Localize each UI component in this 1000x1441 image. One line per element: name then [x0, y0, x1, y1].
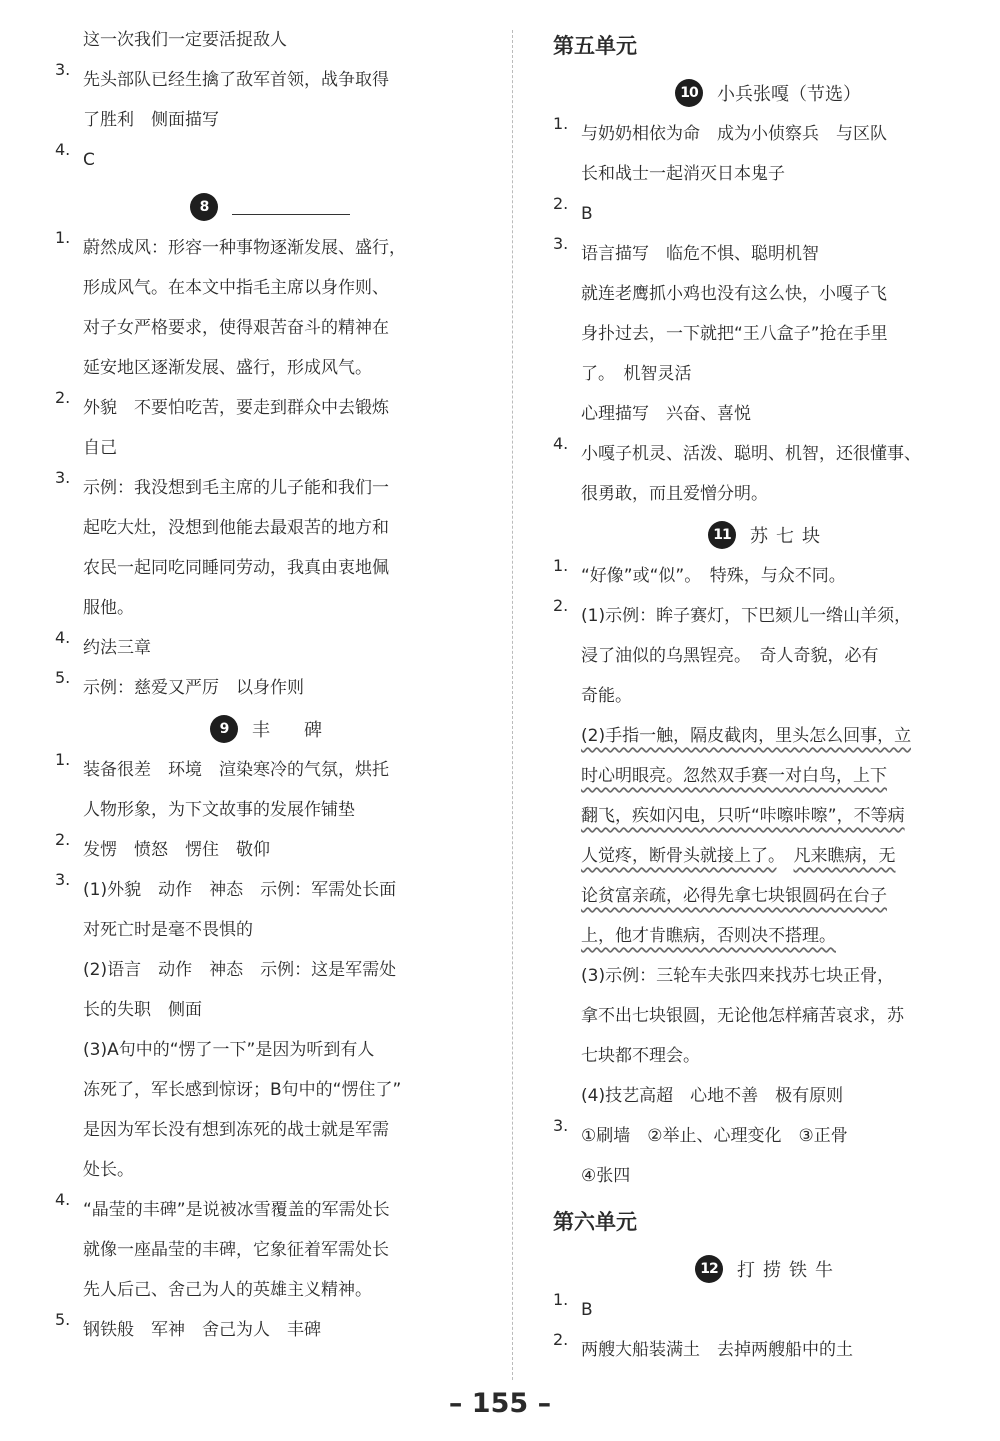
answer-item [55, 628, 485, 668]
answer-line: B [581, 204, 593, 224]
item-number: 1. [55, 228, 71, 247]
lesson-8-answers [55, 228, 485, 708]
answer-line: 蔚然成风：形容一种事物逐渐发展、盛行， [83, 238, 406, 258]
item-number: 2. [55, 388, 71, 407]
answer-line [581, 836, 911, 876]
item-number: 3. [55, 60, 71, 79]
item-number: 1. [553, 114, 569, 133]
answer-line: 冻死了，军长感到惊讶；B句中的“愣住了” [83, 1080, 402, 1100]
item-number: 3. [55, 468, 71, 487]
answer-item [553, 556, 983, 596]
answer-line: 身扑过去，一下就把“王八盒子”抢在手里 [581, 324, 888, 344]
answer-item [553, 596, 983, 1116]
answer-line [581, 876, 911, 916]
answer-line: 发愣 愤怒 愣住 敬仰 [83, 840, 270, 860]
answer-line [581, 716, 911, 756]
lesson-number-badge: 10 [675, 79, 703, 107]
answer-line: 长的失职 侧面 [83, 1000, 202, 1020]
left-column [55, 20, 485, 1350]
answer-line: 是因为军长没有想到冻死的战士就是军需 [83, 1120, 389, 1140]
item-number: 5. [55, 1310, 71, 1329]
answer-item [55, 1190, 485, 1310]
item-number: 1. [55, 750, 71, 769]
lesson-9-heading [55, 708, 485, 750]
lesson-number-badge: 12 [695, 1255, 723, 1283]
lesson-title: 小兵张嘎（节选） [717, 84, 861, 105]
answer-item [55, 468, 485, 628]
answer-item [55, 228, 485, 388]
answer-line: 外貌 不要怕吃苦，要走到群众中去锻炼 [83, 398, 389, 418]
lesson-9-answers [55, 750, 485, 1350]
answer-line: (2)语言 动作 神态 示例：这是军需处 [83, 960, 397, 980]
answer-line: 两艘大船装满土 去掉两艘船中的土 [581, 1340, 853, 1360]
lesson-12-heading [553, 1248, 983, 1290]
answer-line: 七块都不理会。 [581, 1046, 700, 1066]
answer-line: 就像一座晶莹的丰碑，它象征着军需处长 [83, 1240, 389, 1260]
answer-line: (3)示例：三轮车夫张四来找苏七块正骨， [581, 966, 895, 986]
answer-line: 装备很差 环境 渲染寒冷的气氛，烘托 [83, 760, 389, 780]
item-number: 4. [55, 628, 71, 647]
answer-line: 约法三章 [83, 638, 151, 658]
answer-item [553, 434, 983, 514]
item-number: 4. [55, 1190, 71, 1209]
answer-line: 心理描写 兴奋、喜悦 [581, 404, 751, 424]
item-number: 2. [553, 194, 569, 213]
answer-line: 形成风气。在本文中指毛主席以身作则、 [83, 278, 389, 298]
wavy-underlined-text: 翻飞，疾如闪电，只听“咔嚓咔嚓”，不等病 [581, 806, 905, 826]
answer-item [553, 114, 983, 194]
answer-line: (3)A句中的“愣了一下”是因为听到有人 [83, 1040, 375, 1060]
answer-item [55, 830, 485, 870]
answer-item [553, 194, 983, 234]
wavy-underlined-text: 上，他才肯瞧病，否则决不搭理。 [581, 926, 836, 946]
answer-line: 对死亡时是毫不畏惧的 [83, 920, 253, 940]
column-divider [512, 30, 513, 1380]
wavy-underlined-text: (2)手指一触，隔皮截肉，里头怎么回事，立 [581, 726, 912, 746]
answer-line: 就连老鹰抓小鸡也没有这么快，小嘎子飞 [581, 284, 887, 304]
unit-5-heading: 第五单元 [553, 34, 637, 58]
answer-item [553, 234, 983, 434]
item-number: 4. [553, 434, 569, 453]
gap-text [777, 846, 794, 866]
answer-line: (1)示例：眸子赛灯，下巴颏儿一绺山羊须， [581, 606, 912, 626]
wavy-underlined-text: 时心明眼亮。忽然双手赛一对白鸟，上下 [581, 766, 887, 786]
item-number: 1. [553, 1290, 569, 1309]
answer-line: “晶莹的丰碑”是说被冰雪覆盖的军需处长 [83, 1200, 390, 1220]
answer-item [55, 388, 485, 468]
lesson-title: 打捞铁牛 [737, 1260, 841, 1281]
answer-line: “好像”或“似”。 特殊，与众不同。 [581, 566, 846, 586]
answer-line: (1)外貌 动作 神态 示例：军需处长面 [83, 880, 397, 900]
answer-line: 浸了油似的乌黑锃亮。 奇人奇貌，必有 [581, 646, 879, 666]
answer-line: 自己 [83, 438, 117, 458]
answer-line: ①刷墙 ②举止、心理变化 ③正骨 [581, 1126, 848, 1146]
answer-item [553, 1290, 983, 1330]
wavy-underlined-text: 论贫富亲疏，必得先拿七块银圆码在台子 [581, 886, 887, 906]
lesson-number-badge: 11 [708, 521, 736, 549]
answer-line: 小嘎子机灵、活泼、聪明、机智，还很懂事、 [581, 444, 921, 464]
lesson-title: 苏七块 [750, 526, 828, 547]
answer-line: 示例：我没想到毛主席的儿子能和我们一 [83, 478, 389, 498]
item-number: 2. [553, 1330, 569, 1349]
answer-line: B [581, 1300, 593, 1320]
item-number: 4. [55, 140, 71, 159]
answer-line: 很勇敢，而且爱憎分明。 [581, 484, 768, 504]
answer-line: 与奶奶相依为命 成为小侦察兵 与区队 [581, 124, 887, 144]
answer-line [581, 916, 911, 956]
item-number: 3. [553, 234, 569, 253]
answer-line: 起吃大灶，没想到他能去最艰苦的地方和 [83, 518, 389, 538]
item-number: 3. [553, 1116, 569, 1135]
answer-line: 农民一起同吃同睡同劳动，我真由衷地佩 [83, 558, 389, 578]
page-number: – 155 – [448, 1388, 552, 1419]
answer-line: 长和战士一起消灭日本鬼子 [581, 164, 785, 184]
lesson-11-heading [553, 514, 983, 556]
item-number: 2. [55, 830, 71, 849]
answer-item [55, 60, 485, 140]
answer-line [581, 796, 911, 836]
lesson-8-heading [55, 186, 485, 228]
wavy-underlined-text: 人觉疼，断骨头就接上了。 [581, 846, 777, 866]
lesson-number-badge: 9 [210, 715, 238, 743]
answer-line: 奇能。 [581, 686, 632, 706]
answer-line: 了。 机智灵活 [581, 364, 692, 384]
answer-line [581, 756, 911, 796]
answer-line: 延安地区逐渐发展、盛行，形成风气。 [83, 358, 372, 378]
right-column [553, 20, 983, 1370]
answer-line: 人物形象，为下文故事的发展作铺垫 [83, 800, 355, 820]
answer-line: 对子女严格要求，使得艰苦奋斗的精神在 [83, 318, 389, 338]
answer-line: 了胜利 侧面描写 [83, 110, 219, 130]
lesson-title: 丰 碑 [252, 720, 330, 741]
answer-line: 处长。 [83, 1160, 134, 1180]
answer-line: 示例：慈爱又严厉 以身作则 [83, 678, 304, 698]
answer-item [55, 750, 485, 830]
title-blank-line [232, 200, 350, 215]
answer-item [55, 140, 485, 180]
answer-line: (4)技艺高超 心地不善 极有原则 [581, 1086, 844, 1106]
wavy-underlined-text: 凡来瞧病，无 [793, 846, 896, 866]
answer-line: C [83, 150, 95, 170]
answer-line: 语言描写 临危不惧、聪明机智 [581, 244, 819, 264]
answer-item [553, 1116, 983, 1196]
item-number: 2. [553, 596, 569, 615]
answer-line: 拿不出七块银圆，无论他怎样痛苦哀求，苏 [581, 1006, 904, 1026]
item-number: 1. [553, 556, 569, 575]
answer-line: 服他。 [83, 598, 134, 618]
answer-line: 先头部队已经生擒了敌军首领，战争取得 [83, 70, 389, 90]
answer-line: 钢铁般 军神 舍己为人 丰碑 [83, 1320, 321, 1340]
answer-line: 先人后己、舍己为人的英雄主义精神。 [83, 1280, 372, 1300]
continued-line: 这一次我们一定要活捉敌人 [83, 30, 287, 50]
answer-item [55, 1310, 485, 1350]
item-number: 3. [55, 870, 71, 889]
lesson-number-badge: 8 [190, 193, 218, 221]
unit-6-heading: 第六单元 [553, 1210, 637, 1234]
answer-item [553, 1330, 983, 1370]
answer-item [55, 870, 485, 1190]
lesson-10-heading [553, 72, 983, 114]
answer-item [55, 668, 485, 708]
item-number: 5. [55, 668, 71, 687]
answer-line: ④张四 [581, 1166, 631, 1186]
